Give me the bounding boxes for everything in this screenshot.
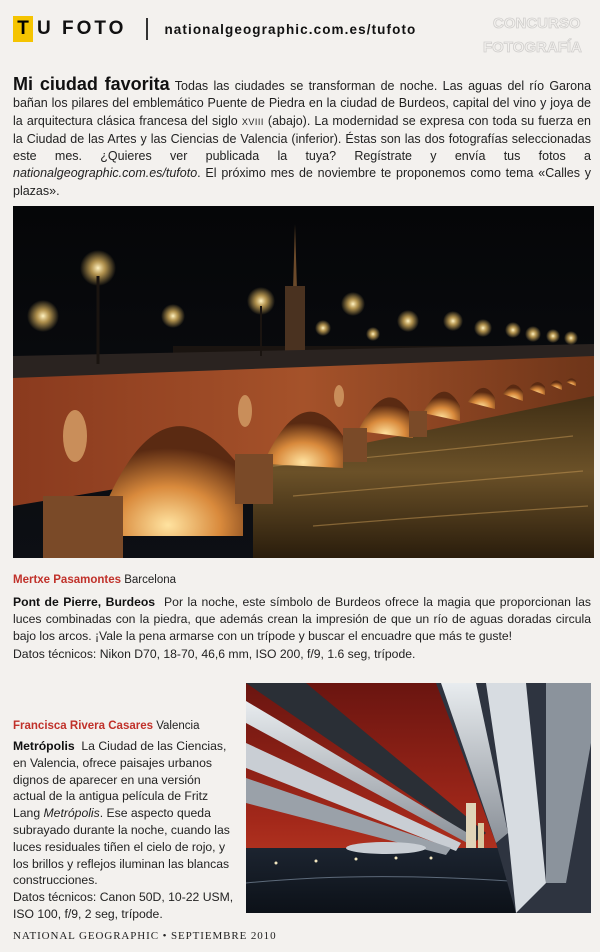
intro-text-1: Todas las ciudades se transforman de noche. Las aguas del río Garona bañan los pilares del emblemático Puente de Piedra en la ciudad de Burdeos, capital del vino y joya de la arquitectura clásica francesa del siglo bbox=[13, 79, 592, 128]
photo2-title: Metrópolis bbox=[13, 739, 75, 753]
section-header bbox=[13, 15, 593, 56]
photo2-caption bbox=[13, 720, 235, 923]
section-title: U FOTO bbox=[37, 18, 127, 39]
photo2-description bbox=[13, 738, 235, 923]
page-footer: NATIONAL GEOGRAPHIC • SEPTIEMBRE 2010 bbox=[13, 930, 277, 942]
photo2-technical: Datos técnicos: Canon 50D, 10-22 USM, ISO 100, f/9, 2 seg, trípode. bbox=[13, 890, 234, 921]
photo1-caption bbox=[13, 574, 591, 663]
intro-century: XVIII bbox=[241, 116, 264, 127]
intro-text-2: (abajo). La modernidad se expresa con toda su fuerza en la Ciudad de las Artes y las Ciencias de Valencia (inferior). Éstas son las dos fotografías seleccionadas este mes. ¿Quieres ver publicada la tuya? Regístrate y envía tus fotos a bbox=[13, 113, 591, 164]
bridge-night-photo bbox=[13, 206, 594, 558]
photo1-text: Por la noche, este símbolo de Burdeos ofrece la magia que proporcionan las luces combinadas con la piedra, que además crean la impresión de que un río de aguas doradas circula bajo los arcos. ¡Vale la pena armarse con un trípode y buscar el encuadre que más te guste! bbox=[13, 595, 591, 644]
intro-paragraph bbox=[13, 76, 591, 200]
photo2-credit bbox=[13, 720, 235, 732]
intro-text-3: . El próximo mes de noviembre te proponemos como tema «Calles y plazas». bbox=[13, 166, 591, 198]
valencia-bridge-photo bbox=[246, 683, 591, 913]
photo2-text-1: La Ciudad de las Ciencias, en Valencia, ofrece paisajes urbanos dignos de aparecer en una versión actual de la antigua película de Fritz Lang bbox=[13, 739, 227, 821]
header-divider bbox=[146, 18, 148, 40]
photo1-title: Pont de Pierre, Burdeos bbox=[13, 595, 156, 609]
photo2-author: Francisca Rivera Casares bbox=[13, 720, 154, 732]
photo1-technical: Datos técnicos: Nikon D70, 18-70, 46,6 mm, ISO 200, f/9, 1.6 seg, trípode. bbox=[13, 646, 416, 661]
header-url[interactable]: nationalgeographic.com.es/tufoto bbox=[164, 21, 417, 37]
photo2-film: Metrópolis bbox=[43, 806, 100, 821]
stamp-line-2: FOTOGRAFÍA bbox=[483, 39, 582, 56]
photo1-description bbox=[13, 594, 591, 663]
section-label-box bbox=[13, 16, 33, 42]
photo1-credit bbox=[13, 574, 591, 586]
photo2-city: Valencia bbox=[156, 720, 200, 732]
contest-stamp bbox=[473, 0, 593, 70]
intro-headline: Mi ciudad favorita bbox=[13, 74, 170, 94]
stamp-line-1: CONCURSO bbox=[493, 15, 581, 32]
photo1-city: Barcelona bbox=[124, 574, 177, 586]
intro-link[interactable]: nationalgeographic.com.es/tufoto bbox=[13, 166, 198, 181]
photo2-text-2: . Ese aspecto queda subrayado durante la noche, cuando las luces residuales tiñen el cielo de rojo, y los brillos y reflejos iluminan las blancas construcciones. bbox=[13, 806, 230, 888]
photo1-author: Mertxe Pasamontes bbox=[13, 574, 122, 586]
section-first-letter: T bbox=[17, 18, 29, 39]
